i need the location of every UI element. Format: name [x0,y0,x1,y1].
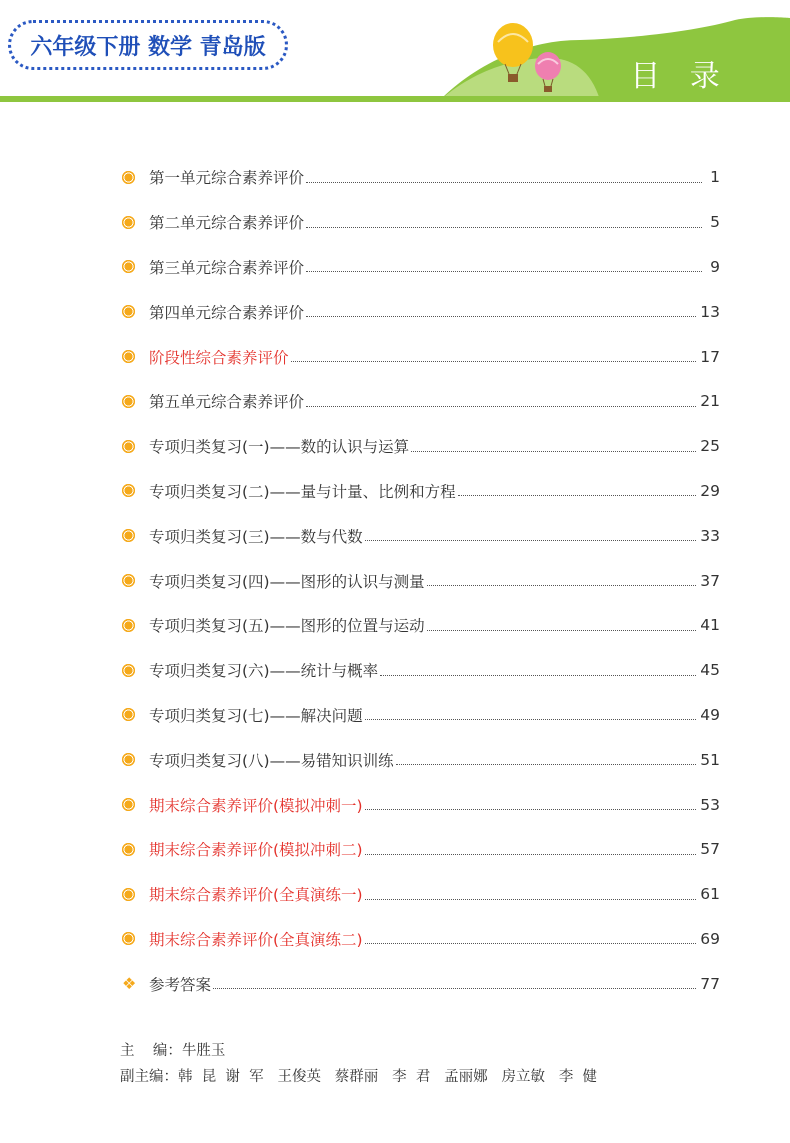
toc-entry-page-number: 61 [700,885,720,904]
toc-entry-label: 期末综合素养评价(全真演练二) [149,930,363,949]
toc-entry-page-number: 17 [700,347,720,366]
toc-entry-label: 专项归类复习(三)——数与代数 [149,527,363,546]
toc-entry[interactable] [120,693,720,738]
orange-dot-icon [122,932,135,945]
toc-entry[interactable] [120,379,720,424]
dot-leader [306,316,696,317]
toc-entry-page-number: 33 [700,526,720,545]
orange-diamond-icon: ❖ [122,973,137,993]
table-of-contents [120,155,720,1006]
editor-names: 牛胜玉 [181,1043,226,1059]
toc-entry[interactable] [120,872,720,917]
toc-entry[interactable] [120,917,720,962]
grade-subject-badge: 六年级下册 数学 青岛版 [8,20,288,70]
toc-entry[interactable] [120,424,720,469]
orange-dot-icon [122,619,135,632]
dot-leader [291,361,697,362]
toc-entry[interactable] [120,827,720,872]
toc-entry-page-number: 57 [700,840,720,859]
orange-dot-icon [122,529,135,542]
toc-entry-label: 第三单元综合素养评价 [149,258,305,277]
toc-entry-label: 专项归类复习(二)——量与计量、比例和方程 [149,482,456,501]
dot-leader [427,630,697,631]
toc-entry-label: 第四单元综合素养评价 [149,303,305,322]
orange-dot-icon [122,171,135,184]
toc-entry-label: 第一单元综合素养评价 [149,169,305,188]
toc-entry[interactable] [120,469,720,514]
toc-entry[interactable] [120,961,720,1006]
toc-entry[interactable] [120,648,720,693]
toc-title: 目 录 [630,59,730,94]
toc-entry[interactable] [120,782,720,827]
orange-dot-icon [122,888,135,901]
toc-entry-page-number: 51 [700,750,720,769]
toc-entry-label: 专项归类复习(四)——图形的认识与测量 [149,572,425,591]
toc-entry-page-number: 1 [710,168,720,187]
dot-leader [213,988,696,989]
toc-entry[interactable] [120,245,720,290]
toc-entry-label: 期末综合素养评价(模拟冲刺二) [149,841,363,860]
toc-entry-label: 第二单元综合素养评价 [149,214,305,233]
toc-entry-page-number: 37 [700,571,720,590]
orange-dot-icon [122,484,135,497]
dot-leader [411,451,696,452]
toc-entry-page-number: 25 [700,437,720,456]
dot-leader [365,854,697,855]
dot-leader [365,719,697,720]
toc-entry-label: 参考答案 [149,975,212,994]
orange-dot-icon [122,798,135,811]
dot-leader [365,809,697,810]
toc-entry-page-number: 9 [710,257,720,276]
orange-dot-icon [122,753,135,766]
toc-entry-label: 第五单元综合素养评价 [149,393,305,412]
orange-dot-icon [122,350,135,363]
editor-line [120,1038,720,1064]
toc-entry-page-number: 41 [700,616,720,635]
toc-entry-page-number: 21 [700,392,720,411]
toc-entry[interactable] [120,513,720,558]
orange-dot-icon [122,440,135,453]
orange-dot-icon [122,260,135,273]
toc-entry[interactable] [120,155,720,200]
dot-leader [396,764,697,765]
orange-dot-icon [122,305,135,318]
toc-entry-label: 专项归类复习(一)——数的认识与运算 [149,438,410,457]
toc-entry[interactable] [120,334,720,379]
deputy-editor-line [120,1064,720,1090]
toc-entry[interactable] [120,737,720,782]
dot-leader [427,585,697,586]
toc-entry-page-number: 49 [700,705,720,724]
dot-leader [365,899,697,900]
dot-leader [365,540,697,541]
credits [120,1038,720,1090]
toc-entry-label: 期末综合素养评价(模拟冲刺一) [149,796,363,815]
orange-dot-icon [122,664,135,677]
toc-entry[interactable] [120,200,720,245]
dot-leader [306,182,702,183]
dot-leader [306,227,702,228]
toc-entry[interactable] [120,289,720,334]
toc-entry-label: 专项归类复习(六)——统计与概率 [149,662,379,681]
dot-leader [458,495,697,496]
dot-leader [306,271,702,272]
toc-entry-label: 阶段性综合素养评价 [149,348,289,367]
toc-entry-page-number: 45 [700,661,720,680]
dot-leader [380,675,696,676]
toc-entry-page-number: 13 [700,302,720,321]
dot-leader [306,406,696,407]
orange-dot-icon [122,216,135,229]
toc-entry-page-number: 29 [700,481,720,500]
toc-entry-page-number: 77 [700,974,720,993]
deputy-role-label: 副主编： [120,1069,178,1085]
header-divider [0,96,790,102]
toc-entry-label: 专项归类复习(八)——易错知识训练 [149,751,394,770]
editor-role-label: 主 编： [120,1043,182,1059]
toc-entry-label: 专项归类复习(五)——图形的位置与运动 [149,617,425,636]
deputy-editor-names: 韩 昆 谢 军 王俊英 蔡群丽 李 君 孟丽娜 房立敏 李 健 [178,1069,598,1085]
toc-entry-page-number: 5 [710,213,720,232]
dot-leader [365,943,697,944]
toc-entry-label: 期末综合素养评价(全真演练一) [149,886,363,905]
toc-entry[interactable] [120,558,720,603]
toc-entry-page-number: 69 [700,929,720,948]
orange-dot-icon [122,574,135,587]
toc-entry-page-number: 53 [700,795,720,814]
orange-dot-icon [122,843,135,856]
page-header [0,0,790,100]
toc-entry[interactable] [120,603,720,648]
orange-dot-icon [122,395,135,408]
toc-entry-label: 专项归类复习(七)——解决问题 [149,706,363,725]
orange-dot-icon [122,708,135,721]
